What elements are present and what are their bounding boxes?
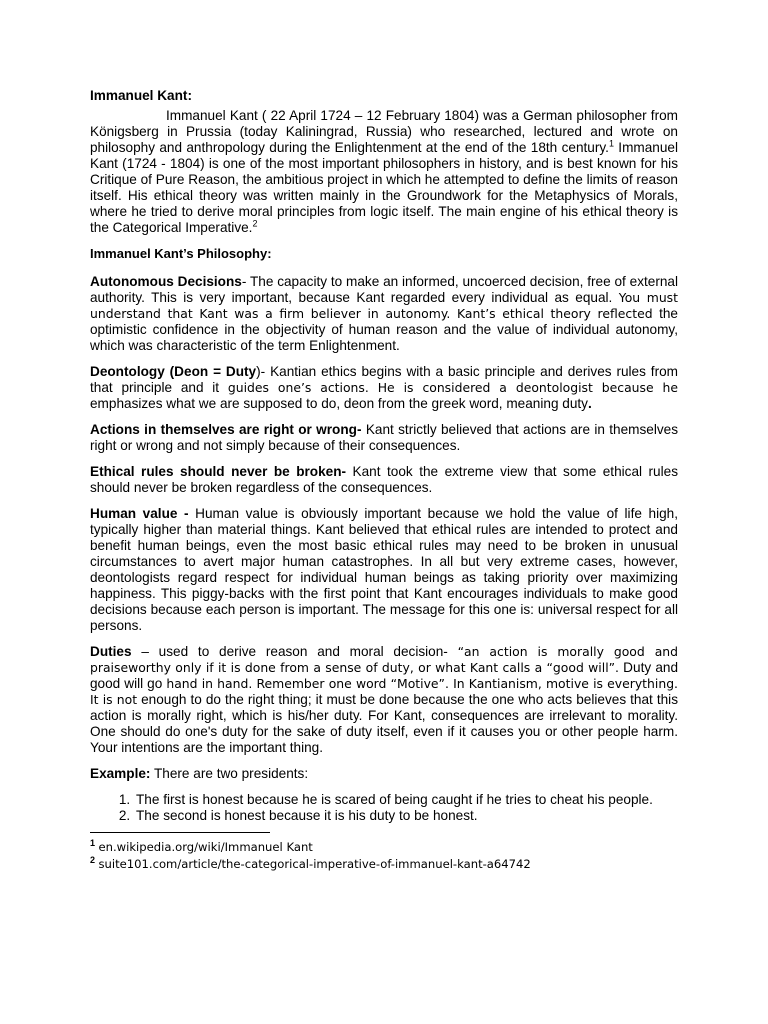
duties-paragraph [90,644,678,756]
footnote-1 [90,839,678,856]
intro-paragraph [90,108,678,236]
footnote-link-1[interactable]: en.wikipedia.org/wiki/Immanuel Kant [98,840,313,854]
autonomous-text-3: the optimistic confidence in the objectivity of human reason and the value of individual autonomy, which was characteristic of the term Enlightenment. [90,306,678,353]
deontology-text-3: emphasizes what we are supposed to do, deon from the greek word, meaning duty [90,396,588,411]
human-value-term: Human value - [90,506,189,521]
example-list [90,792,678,824]
deontology-end: . [587,396,592,411]
duties-term: Duties [90,644,132,659]
example-text: There are two presidents: [150,766,309,781]
ethical-paragraph [90,464,678,496]
autonomous-paragraph [90,274,678,354]
example-paragraph [90,766,678,782]
deontology-text-2: guides one’s actions. He is considered a deontologist because he [227,380,679,395]
section-subheading: Immanuel Kant’s Philosophy: [90,246,272,261]
deontology-close: ) [256,364,261,379]
actions-term: Actions in themselves are right or wrong- [90,422,362,437]
duties-text-4: hand in hand. Remember one word “Motive”. In Kantianism, motive is everything. It is not [90,676,678,707]
deontology-paragraph [90,364,678,412]
list-item: 1. The first is honest because he is scared of being caught if he tries to cheat his people. [134,792,678,808]
deontology-text-1: - Kantian ethics begins with a basic principle and derives rules from that principle and it [90,364,678,395]
page-title: Immanuel Kant: [90,88,192,103]
autonomous-term: Autonomous Decisions [90,274,242,289]
footnote-number: 1 [90,837,96,848]
duties-text-1: – used to derive reason and moral decision- [131,644,458,659]
list-item: 2. The second is honest because it is his duty to be honest. [134,808,678,824]
autonomous-text-1: - The capacity to make an informed, uncoerced decision, free of external authority. This is very important, because Kant regarded every individual as equal. [90,274,678,305]
actions-paragraph [90,422,678,454]
autonomous-text-2: You must understand that Kant was a firm believer in autonomy. Kant’s ethical theory reflected [90,290,678,321]
human-value-text: Human value is obviously important because we hold the value of life high, typically higher than material things. Kant believed that ethical rules are intended to protect and benefit human beings, even the most basic ethical rules may need to be broken in unusual circumstances to avert major human catastrophes. In all but very extreme cases, however, deontologists regard respect for individual human beings as taking priority over maximizing happiness. This piggy-backs with the first point that Kant encourages individuals to make good decisions because each person is important. The message for this one is: universal respect for all persons. [90,506,678,633]
footnote-number: 2 [90,854,96,865]
duties-text-3: Duty and good will go [90,660,679,691]
document-page [90,88,678,873]
duties-text-5: enough to do the right thing; it must be done because the one who acts believes that this action is morally right, which is his/her duty. For Kant, consequences are irrelevant to morality. One should do one's duty for the sake of duty itself, even if it causes you or other people harm. Your intentions are the important thing. [90,692,678,755]
footnote-2 [90,856,678,873]
human-value-paragraph [90,506,678,634]
footnote-divider [90,832,270,833]
ethical-text: Kant took the extreme view that some ethical rules should never be broken regardless of the consequences. [90,464,678,495]
footnote-link-2[interactable]: suite101.com/article/the-categorical-imperative-of-immanuel-kant-a64742 [98,857,531,871]
intro-text-1: Immanuel Kant ( 22 April 1724 – 12 February 1804) was a German philosopher from Königsberg in Prussia (today Kaliningrad, Russia) who researched, lectured and wrote on philosophy and anthropology during the Enlightenment at the end of the 18th century. [90,108,678,155]
ethical-term: Ethical rules should never be broken- [90,464,347,479]
intro-text-2: Immanuel Kant (1724 - 1804) is one of the most important philosophers in history, and is best known for his Critique of Pure Reason, the ambitious project in which he attempted to define the limits of reason itself. His ethical theory was written mainly in the Groundwork for the Metaphysics of Morals, where he tried to derive moral principles from logic itself. The main engine of his ethical theory is the Categorical Imperative. [90,140,678,235]
deontology-term: Deontology (Deon = Duty [90,364,257,379]
footnote-ref-2[interactable]: 2 [252,218,258,229]
example-term: Example: [90,766,151,781]
actions-text: Kant strictly believed that actions are in themselves right or wrong and not simply because of their consequences. [90,422,678,453]
footnote-ref-1[interactable]: 1 [608,138,614,149]
duties-text-2: “an action is morally good and praiseworthy only if it is done from a sense of duty, or what Kant calls a “good will”. [90,644,679,675]
